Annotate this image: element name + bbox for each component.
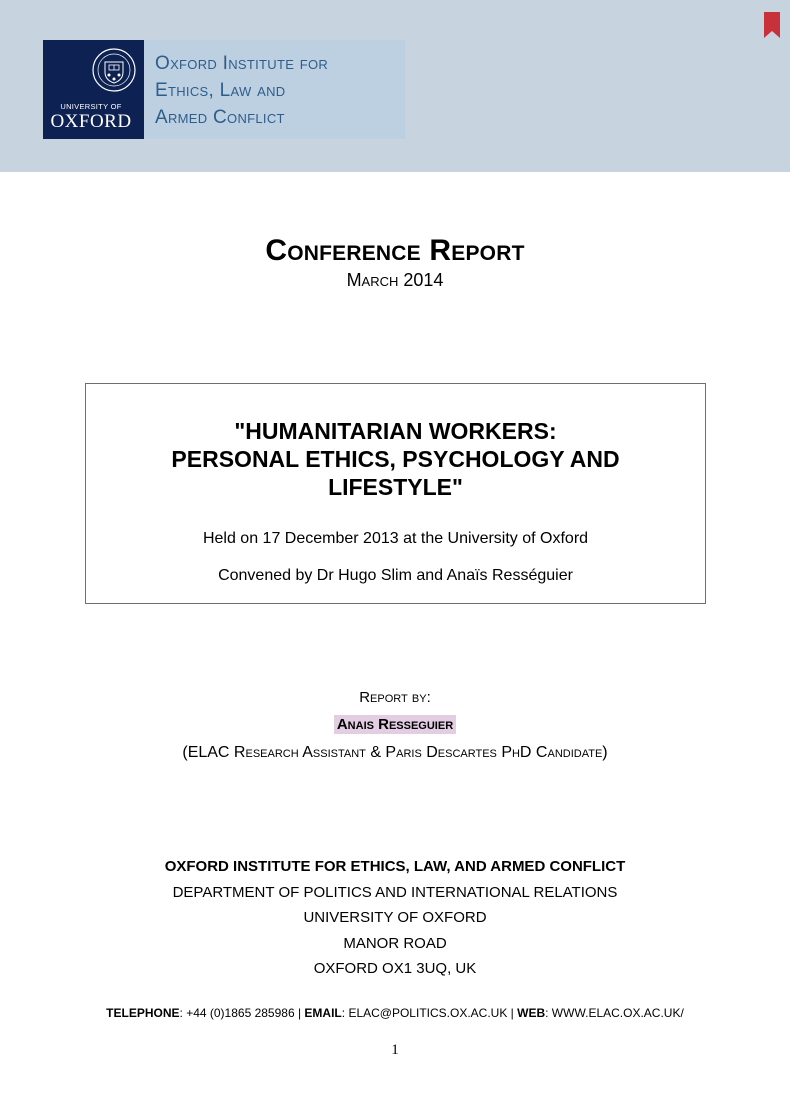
institute-logo — [43, 40, 405, 139]
email-label: EMAIL — [304, 1006, 342, 1020]
telephone-value: +44 (0)1865 285986 — [186, 1006, 295, 1020]
institute-name-line: Oxford Institute for — [155, 53, 329, 74]
web-value[interactable]: WWW.ELAC.OX.AC.UK/ — [551, 1006, 684, 1020]
oxford-wordmark: OXFORD — [50, 111, 132, 132]
report-by-label: Report by: — [359, 689, 431, 706]
address-line: MANOR ROAD — [343, 934, 447, 952]
event-title-line: "HUMANITARIAN WORKERS: — [234, 418, 557, 444]
event-held: Held on 17 December 2013 at the University of Oxford — [202, 530, 589, 547]
address-line: DEPARTMENT OF POLITICS AND INTERNATIONAL RELATIONS — [172, 883, 618, 901]
author-role: (ELAC Research Assistant & Paris Descartes PhD Candidate) — [182, 744, 608, 761]
oxford-crest — [43, 40, 144, 139]
header-band — [0, 0, 790, 172]
author-name: Anais Resseguier — [334, 715, 456, 734]
institute-name — [155, 50, 400, 131]
institute-name-line: Ethics, Law and — [155, 80, 286, 101]
institute-name-line: Armed Conflict — [155, 107, 285, 128]
address-block — [0, 854, 790, 982]
author-line — [0, 715, 790, 734]
event-title-line: PERSONAL ETHICS, PSYCHOLOGY AND — [171, 446, 620, 472]
email-value[interactable]: ELAC@POLITICS.OX.AC.UK — [348, 1006, 508, 1020]
contact-line: TELEPHONE: +44 (0)1865 285986 | EMAIL: ELAC@POLITICS.OX.AC.UK | WEB: WWW.ELAC.OX.AC.UK/ — [106, 1006, 684, 1020]
oxford-crest-icon — [90, 44, 138, 100]
event-box — [85, 383, 706, 604]
address-line: UNIVERSITY OF OXFORD — [303, 909, 487, 926]
report-title: Conference Report — [265, 234, 525, 267]
event-title-line: LIFESTYLE" — [328, 474, 463, 500]
event-convened: Convened by Dr Hugo Slim and Anaïs Rességuier — [218, 567, 573, 584]
page-number: 1 — [391, 1042, 399, 1058]
address-line: OXFORD OX1 3UQ, UK — [313, 960, 477, 977]
bookmark-icon[interactable] — [764, 12, 780, 38]
web-label: WEB — [517, 1006, 546, 1020]
address-org: OXFORD INSTITUTE FOR ETHICS, LAW, AND ARMED CONFLICT — [164, 858, 626, 875]
university-of-label: UNIVERSITY OF — [60, 102, 122, 111]
report-date: March 2014 — [346, 270, 444, 290]
telephone-label: TELEPHONE — [106, 1006, 180, 1020]
event-title — [86, 417, 705, 501]
